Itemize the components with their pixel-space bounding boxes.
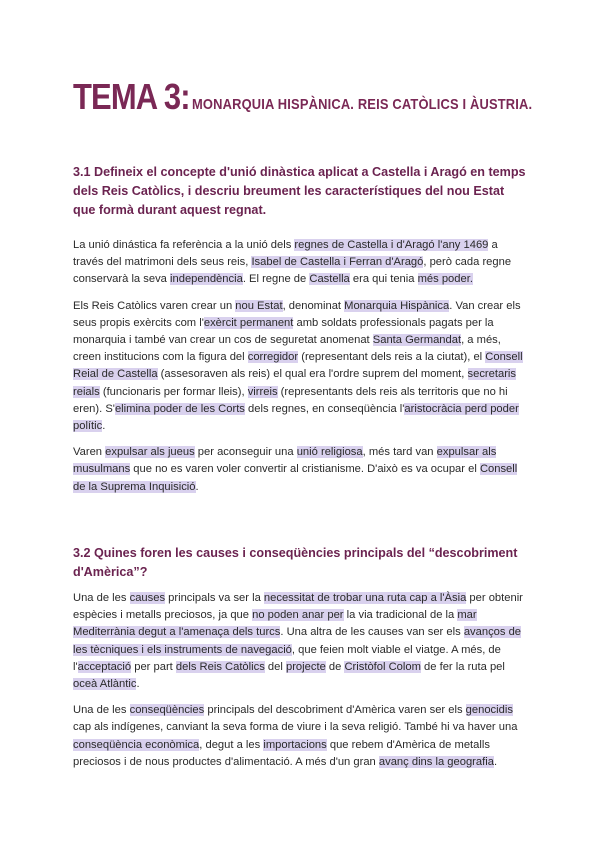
page-title bbox=[73, 76, 587, 118]
text-run: , a més, creen institucions com la figura del bbox=[73, 334, 501, 364]
highlighted-text: Monarquia Hispànica bbox=[344, 299, 450, 312]
text-run: que rebem d'Amèrica de metalls preciosos i de nous productes d'alimentació. A més d'un gran bbox=[73, 738, 490, 768]
q2-paragraph bbox=[73, 590, 528, 693]
text-run: la via tradicional de la bbox=[343, 609, 458, 622]
title-main: TEMA 3: bbox=[73, 76, 190, 117]
text-run: (representants dels reis als territoris que no hi eren). S' bbox=[73, 385, 508, 415]
highlighted-text: Cristòfol Colom bbox=[344, 660, 421, 673]
highlighted-text: mar Mediterrània degut a l'amenaça dels turcs bbox=[73, 609, 477, 639]
text-run: . bbox=[102, 420, 106, 433]
text-run: era qui tenia bbox=[349, 273, 418, 286]
highlighted-text: importacions bbox=[263, 738, 327, 751]
text-run: . bbox=[136, 678, 140, 691]
text-run: , denominat bbox=[282, 299, 345, 312]
text-run: , més tard van bbox=[362, 446, 437, 459]
highlighted-text: no poden anar per bbox=[252, 609, 344, 622]
text-run: que no es varen voler convertir al cristianisme. D'això es va ocupar el bbox=[130, 463, 480, 476]
text-run: Una de les bbox=[73, 592, 130, 604]
text-run: del bbox=[264, 660, 286, 673]
highlighted-text: nou Estat bbox=[235, 299, 283, 312]
highlighted-text: causes bbox=[129, 592, 166, 604]
text-run: Varen bbox=[73, 446, 106, 459]
highlighted-text: Santa Germandat bbox=[372, 334, 462, 347]
text-run: . El regne de bbox=[242, 273, 310, 286]
text-run: per aconseguir una bbox=[194, 446, 297, 459]
text-run: , però cada regne conservarà la seva bbox=[73, 256, 512, 286]
highlighted-text: oceà Atlàntic bbox=[73, 678, 137, 691]
q1-paragraph bbox=[73, 237, 528, 289]
question-2-section bbox=[73, 544, 528, 780]
highlighted-text: projecte bbox=[285, 660, 326, 673]
text-run: dels regnes, en conseqüència l' bbox=[244, 402, 405, 415]
highlighted-text: aristocràcia perd poder polític bbox=[73, 402, 519, 433]
text-run: per obtenir espècies i metalls preciosos, ja que bbox=[73, 592, 523, 622]
highlighted-text: necessitat de trobar una ruta cap a l'Àsia bbox=[263, 592, 467, 604]
q2-paragraph bbox=[73, 702, 528, 771]
question-2-heading: 3.2 Quines foren les causes i conseqüències principals del “descobriment d'Amèrica”? bbox=[73, 546, 518, 579]
highlighted-text: elimina poder de les Corts bbox=[114, 402, 245, 415]
text-run: (representant dels reis a la ciutat), el bbox=[298, 351, 486, 364]
highlighted-text: avanç dins la geografia bbox=[378, 755, 494, 768]
highlighted-text: acceptació bbox=[77, 660, 132, 673]
text-run: . bbox=[195, 480, 199, 493]
text-run: Una de les bbox=[73, 704, 130, 717]
q1-paragraph bbox=[73, 298, 528, 436]
highlighted-text: expulsar als jueus bbox=[105, 446, 195, 459]
text-run: amb soldats professionals pagats per la monarquia i també van crear un cos de seguretat anomenat bbox=[73, 316, 494, 347]
text-run: per part bbox=[131, 660, 176, 673]
highlighted-text: avanços de les tècniques i els instruments de navegació bbox=[73, 626, 522, 656]
highlighted-text: Consell Reial de Castella bbox=[73, 351, 523, 381]
highlighted-text: dels Reis Catòlics bbox=[175, 660, 265, 673]
question-1-section bbox=[73, 163, 528, 505]
highlighted-text: expulsar als musulmans bbox=[73, 446, 497, 476]
text-run: (assesoraven als reis) el qual era l'ordre suprem del moment, bbox=[157, 368, 468, 381]
text-run: principals va ser la bbox=[165, 592, 264, 604]
text-run: a través del matrimoni dels seus reis, bbox=[73, 239, 498, 269]
highlighted-text: regnes de Castella i d'Aragó l'any 1469 bbox=[294, 239, 489, 251]
highlighted-text: Isabel de Castella i Ferran d'Aragó bbox=[251, 256, 424, 269]
text-run: de bbox=[325, 660, 345, 673]
q1-paragraph bbox=[73, 444, 528, 496]
text-run: . Una altra de les causes van ser els bbox=[280, 626, 464, 639]
highlighted-text: secretaris reials bbox=[73, 368, 517, 398]
text-run: cap als indígenes, canviant la seva forma de viure i la seva religió. També hi va haver una bbox=[73, 721, 518, 734]
text-run: (funcionaris per formar lleis), bbox=[99, 385, 248, 398]
text-run: de fer la ruta pel bbox=[420, 660, 505, 673]
highlighted-text: conseqüència econòmica bbox=[73, 738, 200, 751]
highlighted-text: conseqüències bbox=[129, 704, 205, 717]
text-run: Els Reis Catòlics varen crear un bbox=[73, 299, 236, 312]
text-run: . bbox=[493, 755, 498, 768]
highlighted-text: virreis bbox=[247, 385, 278, 398]
highlighted-text: independència bbox=[170, 273, 243, 286]
highlighted-text: genocidis bbox=[465, 704, 513, 717]
highlighted-text: unió religiosa bbox=[296, 446, 363, 459]
text-run: La unió dinástica fa referència a la unió dels bbox=[73, 239, 295, 251]
text-run: principals del descobriment d'Amèrica varen ser els bbox=[204, 704, 466, 717]
highlighted-text: més poder. bbox=[417, 273, 473, 286]
text-run: , que feien molt viable el viatge. A més, de l' bbox=[73, 643, 501, 673]
highlighted-text: Consell de la Suprema Inquisició bbox=[73, 463, 518, 493]
text-run: . Van crear els seus propis exèrcits com l' bbox=[73, 299, 521, 329]
highlighted-text: corregidor bbox=[247, 351, 299, 364]
highlighted-text: Castella bbox=[309, 273, 350, 286]
question-1-heading: 3.1 Defineix el concepte d'unió dinàstica aplicat a Castella i Aragó en temps dels Reis Catòlics, i descriu breument les característiques del nou Estat que formà durant aquest regnat. bbox=[73, 165, 526, 217]
highlighted-text: exèrcit permanent bbox=[203, 316, 294, 329]
title-subtitle: MONARQUIA HISPÀNICA. REIS CATÒLICS I ÀUSTRIA. bbox=[191, 96, 532, 113]
text-run: , degut a les bbox=[199, 738, 264, 751]
